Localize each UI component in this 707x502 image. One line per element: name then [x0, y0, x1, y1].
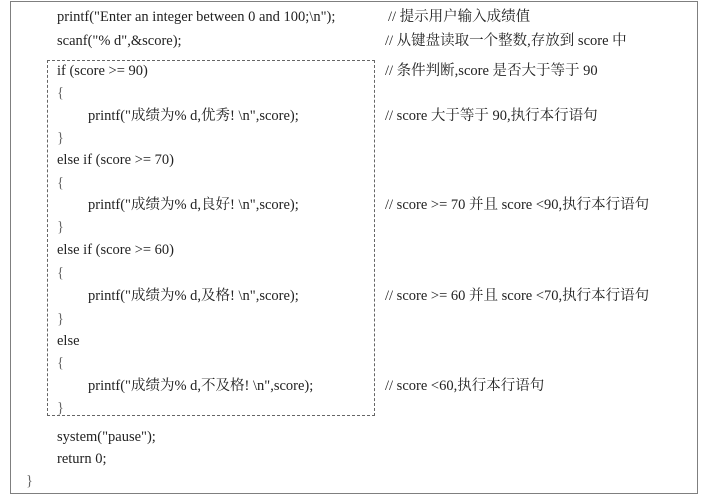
code-line-close-brace: }	[57, 311, 64, 327]
comment-if-condition: // 条件判断,score 是否大于等于 90	[385, 63, 598, 79]
code-line-open-brace: {	[57, 85, 64, 101]
code-line-open-brace: {	[57, 355, 64, 371]
code-line-close-brace: }	[57, 219, 64, 235]
code-line-open-brace: {	[57, 265, 64, 281]
comment-fail: // score <60,执行本行语句	[385, 378, 545, 394]
code-line-system: system("pause");	[57, 429, 156, 445]
code-line-main-close-brace: }	[26, 473, 33, 489]
code-line-close-brace: }	[57, 130, 64, 146]
code-line-close-brace: }	[57, 400, 64, 416]
code-line-printf-good: printf("成绩为% d,良好! \n",score);	[88, 197, 299, 213]
code-line-if-90: if (score >= 90)	[57, 63, 148, 79]
code-line-printf-excellent: printf("成绩为% d,优秀! \n",score);	[88, 108, 299, 124]
code-line-else: else	[57, 333, 80, 349]
code-line-open-brace: {	[57, 175, 64, 191]
comment-scanf: // 从键盘读取一个整数,存放到 score 中	[385, 33, 627, 49]
comment-good: // score >= 70 并且 score <90,执行本行语句	[385, 197, 650, 213]
code-line-scanf: scanf("% d",&score);	[57, 33, 182, 49]
code-line-elseif-70: else if (score >= 70)	[57, 152, 175, 168]
code-line-elseif-60: else if (score >= 60)	[57, 242, 175, 258]
code-line-return: return 0;	[57, 451, 107, 467]
comment-pass: // score >= 60 并且 score <70,执行本行语句	[385, 288, 650, 304]
comment-excellent: // score 大于等于 90,执行本行语句	[385, 108, 598, 124]
code-line-printf-pass: printf("成绩为% d,及格! \n",score);	[88, 288, 299, 304]
code-line-printf-fail: printf("成绩为% d,不及格! \n",score);	[88, 378, 314, 394]
code-line-printf-prompt: printf("Enter an integer between 0 and 100;\n");	[57, 9, 336, 25]
comment-prompt: // 提示用户输入成绩值	[388, 9, 531, 25]
